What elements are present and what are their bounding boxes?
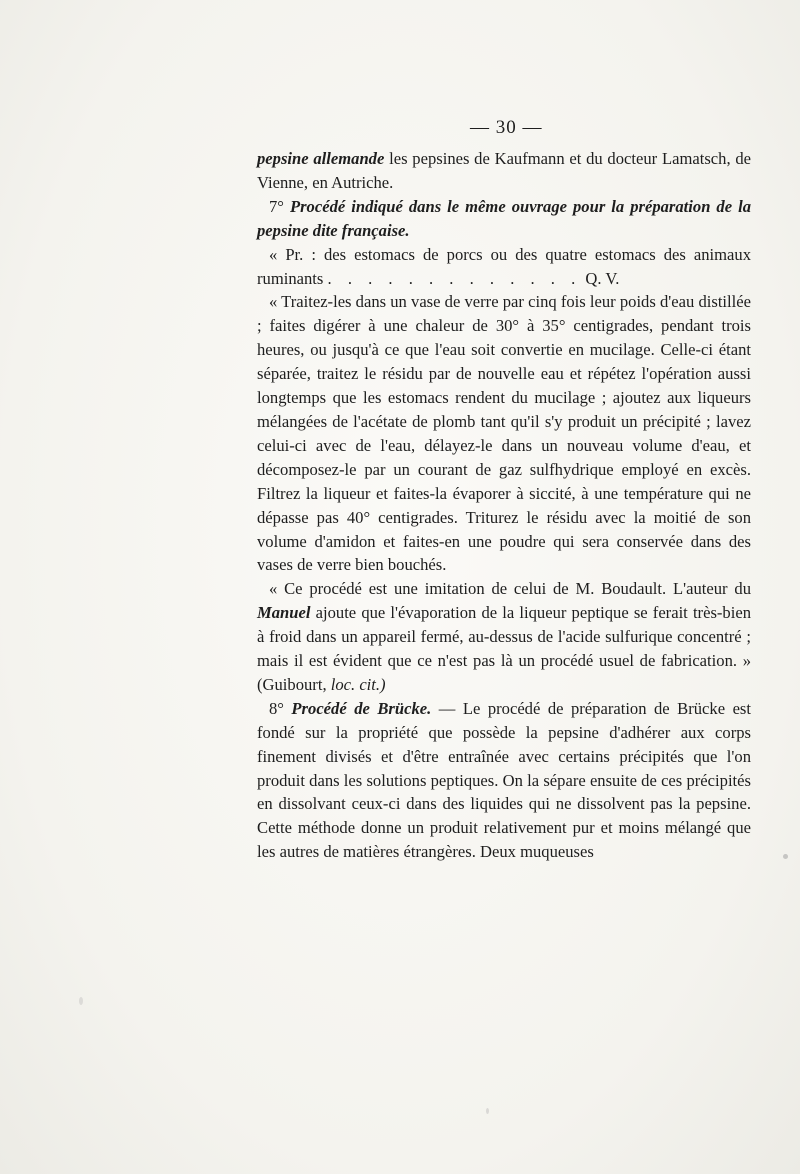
text-run: — Le procédé de préparation de Brücke est fondé sur la propriété que possède la pepsine d'adhérer aux corps finement divisés et d'être entraînée avec certains précipités que l'on produit dans les solutions peptiques. On la sépare ensuite de ces précipités en dissolvant ceux-ci dans des liquides qui ne dissolvent pas la pepsine. Cette méthode donne un produit relativement pur et moins mélangé que les autres de matières étrangères. Deux muqueuses [257,698,751,862]
paragraph [257,290,751,577]
text-run: pepsine allemande [257,149,385,168]
paragraph [257,697,751,864]
text-run: 8° [269,698,292,718]
paper-speck [486,1108,489,1114]
page-number: — 30 — [470,117,543,138]
paragraph [257,577,751,697]
text-run: loc. cit.) [330,674,386,694]
paragraph [257,147,751,195]
text-run: « Traitez-les dans un vase de verre par cinq fois leur poids d'eau distillée ; faites digérer à une chaleur de 30° à 35° centigrades, pendant trois heures, ou jusqu'à ce que l'eau soit convertie en mucilage. Celle-ci étant séparée, traitez le résidu par de nouvelle eau et répétez l'opération aussi longtemps que les estomacs rendent du mucilage ; ajoutez aux liqueurs mélangées de l'acétate de plomb tant qu'il s'y produit un précipité ; lavez celui-ci avec de l'eau, délayez-le dans un nouveau volume d'eau, et décomposez-le par un courant de gaz sulfhydrique employé en excès. Filtrez la liqueur et faites-la évaporer à siccité, à une température qui ne dépasse pas 40° centigrades. Triturez le résidu avec la moitié de son volume d'amidon et faites-en une poudre qui sera conservée dans des vases de verre bien bouchés. [257,292,751,575]
text-run: . . . . . . . . . . . . . [327,268,582,288]
text-run: Manuel [257,603,311,623]
text-run: ajoute que l'évaporation de la liqueur peptique se ferait très-bien à froid dans un appareil fermé, au-dessus de l'acide sulfurique concentré ; mais il est évident que ce n'est pas là un procédé usuel de fabrication. » (Guibourt, [257,603,751,694]
text-run: les pepsines de Kaufmann et du docteur Lamatsch, de Vienne, en Autriche. [257,149,751,192]
paragraph [257,195,751,243]
text-run: Procédé de Brücke. [291,698,432,718]
text-run: « Ce procédé est une imitation de celui de M. Boudault. L'auteur du [269,579,751,599]
paper-speck [79,997,83,1005]
paper-speck [783,854,788,859]
paragraph [257,243,751,291]
page-body-text [257,147,751,864]
text-run: 7° [269,196,290,216]
text-run: Q. V. [581,268,620,288]
text-run: « Pr. : des estomacs de porcs ou des quatre estomacs des animaux ruminants [257,244,751,288]
text-run: Procédé indiqué dans le même ouvrage pour la préparation de la pepsine dite française. [257,196,751,240]
